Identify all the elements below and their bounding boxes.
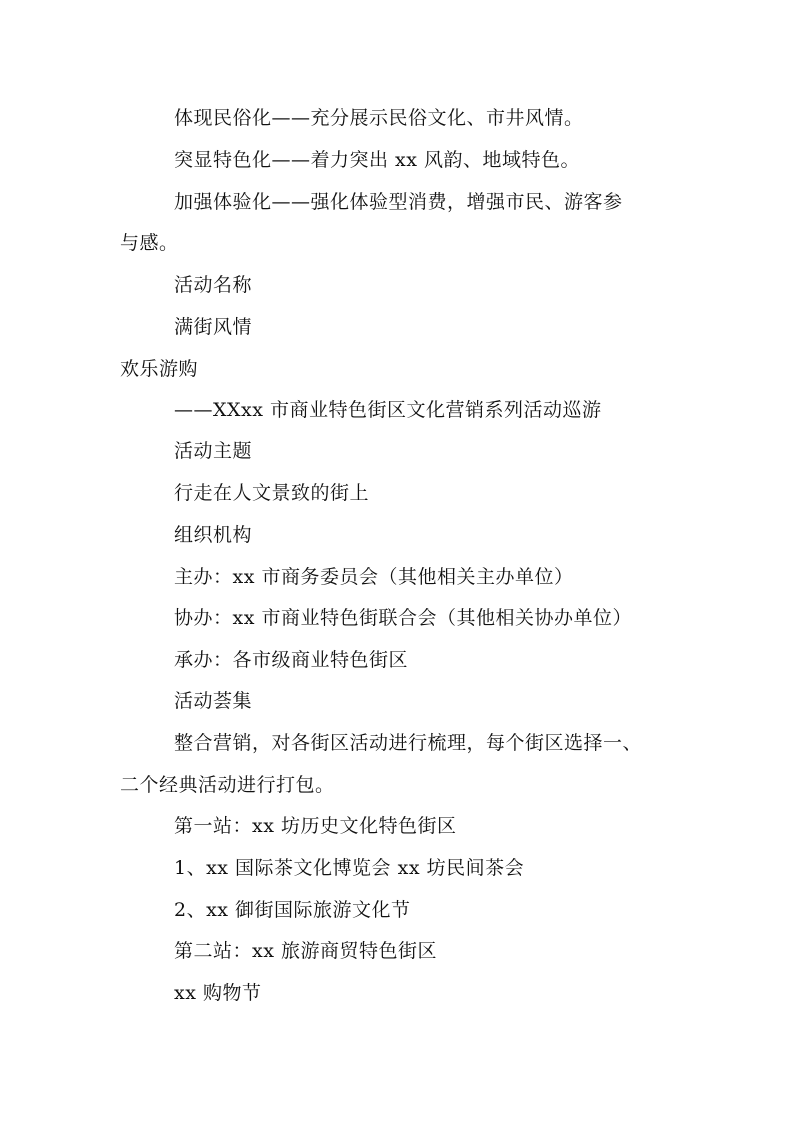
organizer-co-host: 协办：xx 市商业特色街联合会（其他相关协办单位） <box>174 607 632 629</box>
paragraph-experience-cont: 与感。 <box>120 232 179 254</box>
heading-organization: 组织机构 <box>174 524 253 546</box>
paragraph-folk: 体现民俗化——充分展示民俗文化、市井风情。 <box>174 107 584 129</box>
activity-name-line-1: 满街风情 <box>174 316 253 338</box>
stop-one-item-1: 1、xx 国际茶文化博览会 xx 坊民间茶会 <box>174 857 525 879</box>
paragraph-experience: 加强体验化——强化体验型消费，增强市民、游客参 <box>174 191 623 213</box>
stop-one-heading: 第一站：xx 坊历史文化特色街区 <box>174 815 457 837</box>
organizer-undertaker: 承办：各市级商业特色街区 <box>174 649 409 671</box>
activity-name-subtitle: ——XXxx 市商业特色街区文化营销系列活动巡游 <box>174 399 602 421</box>
paragraph-feature: 突显特色化——着力突出 xx 风韵、地域特色。 <box>174 149 581 171</box>
paragraph-integrated-marketing: 整合营销，对各街区活动进行梳理，每个街区选择一、 <box>174 732 643 754</box>
organizer-host: 主办：xx 市商务委员会（其他相关主办单位） <box>174 566 574 588</box>
heading-activity-collection: 活动荟集 <box>174 690 253 712</box>
heading-activity-theme: 活动主题 <box>174 440 253 462</box>
stop-two-heading: 第二站：xx 旅游商贸特色街区 <box>174 940 437 962</box>
stop-one-item-2: 2、xx 御街国际旅游文化节 <box>174 899 411 921</box>
stop-two-item-1: xx 购物节 <box>174 982 262 1004</box>
heading-activity-name: 活动名称 <box>174 274 253 296</box>
activity-name-line-2: 欢乐游购 <box>120 358 199 380</box>
paragraph-integrated-marketing-cont: 二个经典活动进行打包。 <box>120 774 335 796</box>
activity-theme: 行走在人文景致的街上 <box>174 482 370 504</box>
